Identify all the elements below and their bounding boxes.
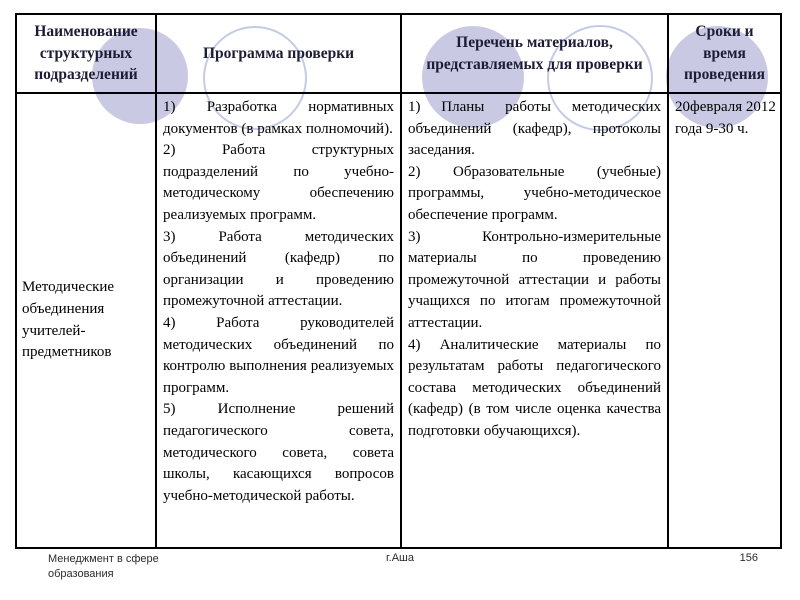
program-items-cell [156, 93, 401, 548]
division-name-cell: Методические объединения учителей-предметников [16, 93, 156, 548]
page-number: 156 [739, 552, 758, 564]
numbered-list-item: 3) Работа методических объединений (кафедр) по организации и проведению промежуточной аттестации. [163, 228, 394, 310]
numbered-list-item: 4) Работа руководителей методических объединений по контролю выполнения реализуемых программ. [163, 314, 394, 396]
table-row [16, 93, 781, 548]
slide-footer [0, 550, 800, 584]
numbered-list-item: 1) Планы работы методических объединений (кафедр), протоколы заседания. [408, 99, 661, 159]
column-header-materials: Перечень материалов, представляемых для проверки [401, 14, 668, 93]
numbered-list-item: 1) Разработка нормативных документов (в рамках полномочий). [163, 99, 394, 137]
numbered-list-item: 2) Образовательные (учебные) программы, учебно-методическое обеспечение программ. [408, 163, 661, 223]
footer-location: г.Аша [385, 552, 414, 564]
numbered-list-item: 5) Исполнение решений педагогического совета, методического совета, совета школы, касающихся вопросов учебно-методической работы. [163, 401, 394, 504]
inspection-schedule-table [15, 13, 782, 549]
numbered-list-item: 2) Работа структурных подразделений по учебно-методическому обеспечению реализуемых программ. [163, 142, 394, 223]
column-header-program: Программа проверки [156, 14, 401, 93]
materials-items-cell [401, 93, 668, 548]
schedule-cell: 20февраля 2012 года 9-30 ч. [668, 93, 781, 548]
column-header-divisions: Наименование структурных подразделений [16, 14, 156, 93]
footer-course-title: Менеджмент в сфере образования [48, 553, 159, 580]
column-header-schedule: Сроки и время проведения [668, 14, 781, 93]
table-header-row [16, 14, 781, 93]
numbered-list-item: 4) Аналитические материалы по результатам работы педагогического состава методических объединений (кафедр) (в том числе оценка качества подготовки обучающихся). [408, 336, 661, 439]
numbered-list-item: 3) Контрольно-измерительные материалы по проведению промежуточной аттестации и работы учащихся по итогам промежуточной аттестации. [408, 228, 661, 331]
